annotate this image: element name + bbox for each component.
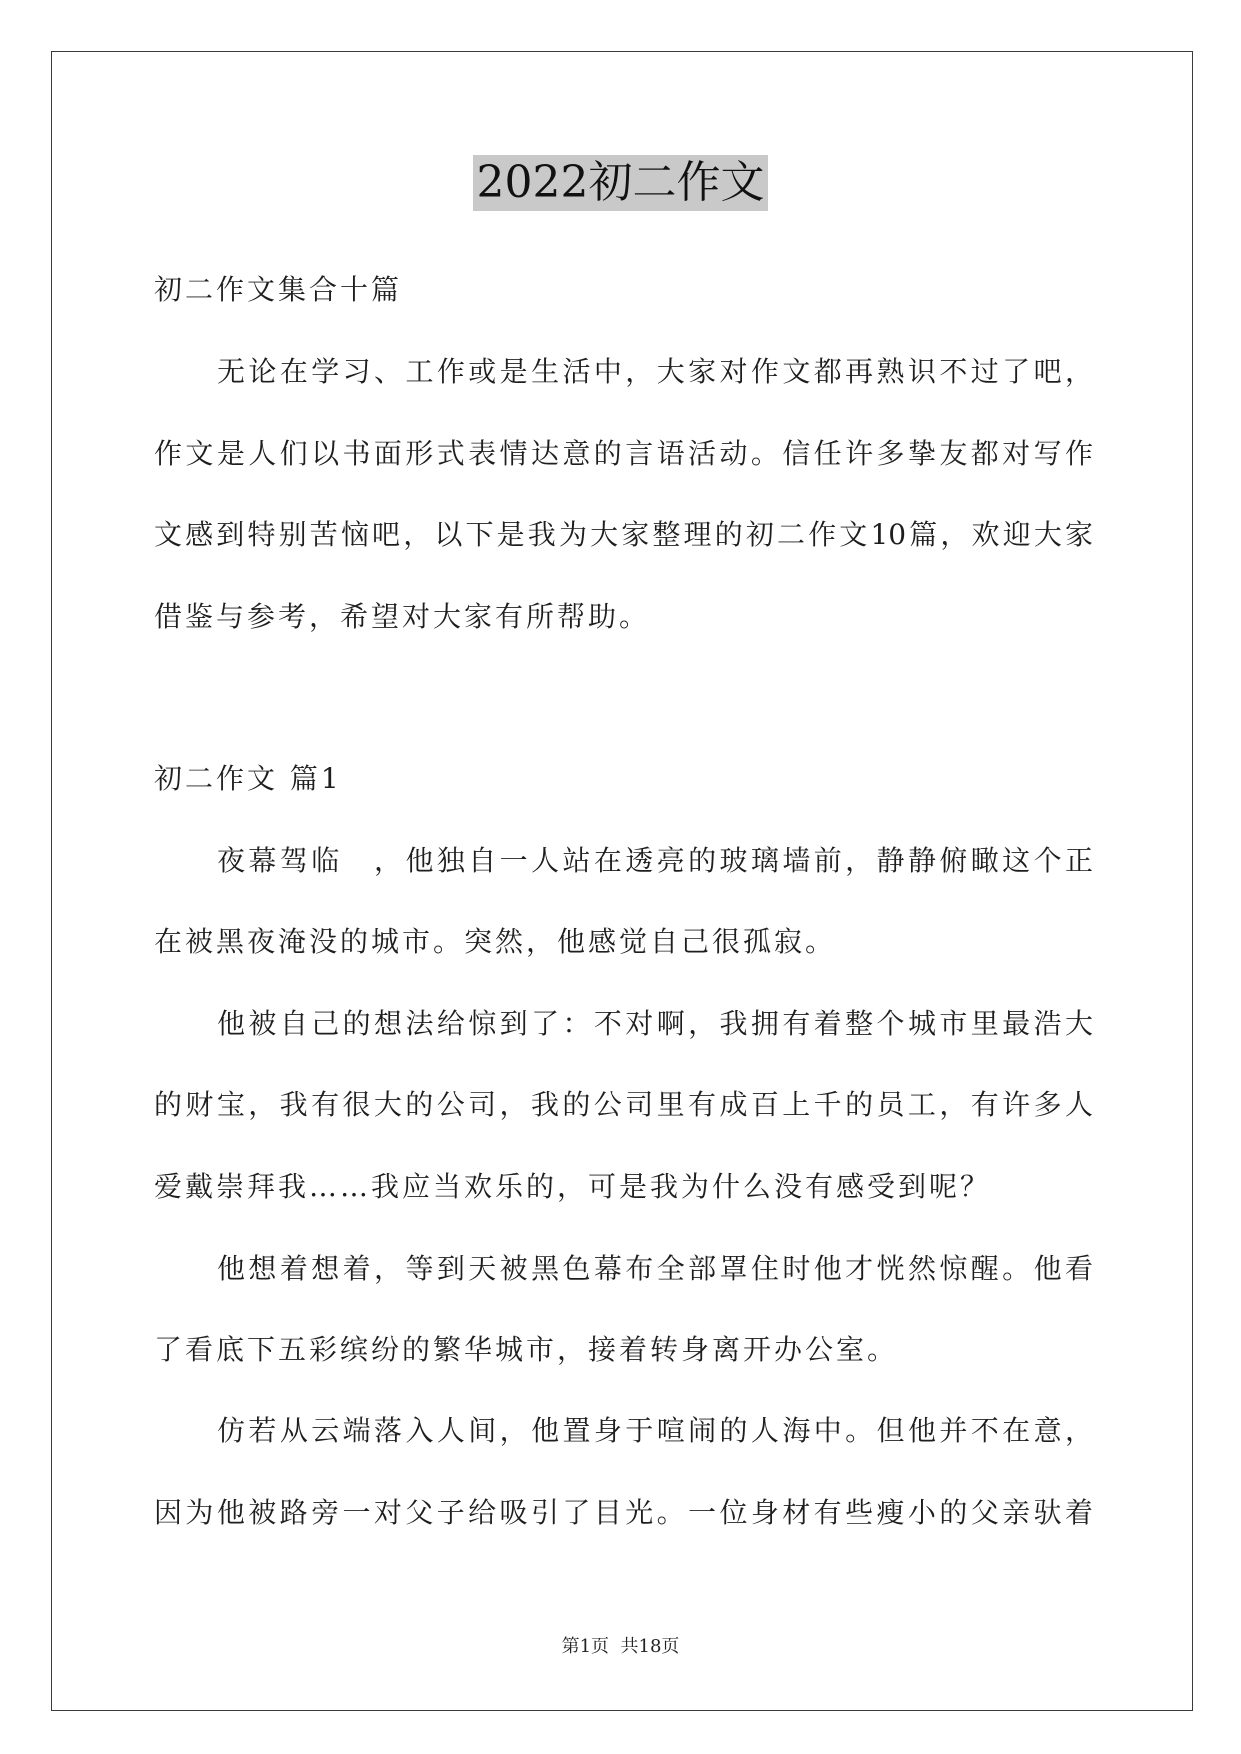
intro-line: 作文是人们以书面形式表情达意的言语活动。信任许多挚友都对写作 (154, 437, 1093, 470)
section-heading: 初二作文 篇1 (154, 762, 342, 795)
paragraph-line: 他想着想着，等到天被黑色幕布全部罩住时他才恍然惊醒。他看 (217, 1252, 1093, 1285)
intro-line: 借鉴与参考，希望对大家有所帮助。 (154, 600, 651, 633)
paragraph-line: 因为他被路旁一对父子给吸引了目光。一位身材有些瘦小的父亲驮着 (154, 1496, 1093, 1529)
subtitle: 初二作文集合十篇 (154, 273, 403, 306)
intro-line: 无论在学习、工作或是生活中，大家对作文都再熟识不过了吧， (217, 355, 1093, 388)
paragraph-line: 他被自己的想法给惊到了：不对啊，我拥有着整个城市里最浩大 (217, 1007, 1093, 1040)
document-title: 2022初二作文 (473, 155, 769, 211)
paragraph-line: 仿若从云端落入人间，他置身于喧闹的人海中。但他并不在意， (217, 1414, 1093, 1447)
paragraph-line: 爱戴崇拜我……我应当欢乐的，可是我为什么没有感受到呢？ (154, 1170, 992, 1203)
paragraph-line: 在被黑夜淹没的城市。突然，他感觉自己很孤寂。 (154, 925, 837, 958)
paragraph-line: 夜幕驾临 ，他独自一人站在透亮的玻璃墙前，静静俯瞰这个正 (217, 844, 1093, 877)
intro-line: 文感到特别苦恼吧，以下是我为大家整理的初二作文10篇，欢迎大家 (154, 518, 1093, 551)
paragraph-line: 了看底下五彩缤纷的繁华城市，接着转身离开办公室。 (154, 1333, 899, 1366)
title-container (0, 155, 1241, 211)
paragraph-line: 的财宝，我有很大的公司，我的公司里有成百上千的员工，有许多人 (154, 1088, 1093, 1121)
page-footer: 第1页 共18页 (561, 1636, 680, 1657)
